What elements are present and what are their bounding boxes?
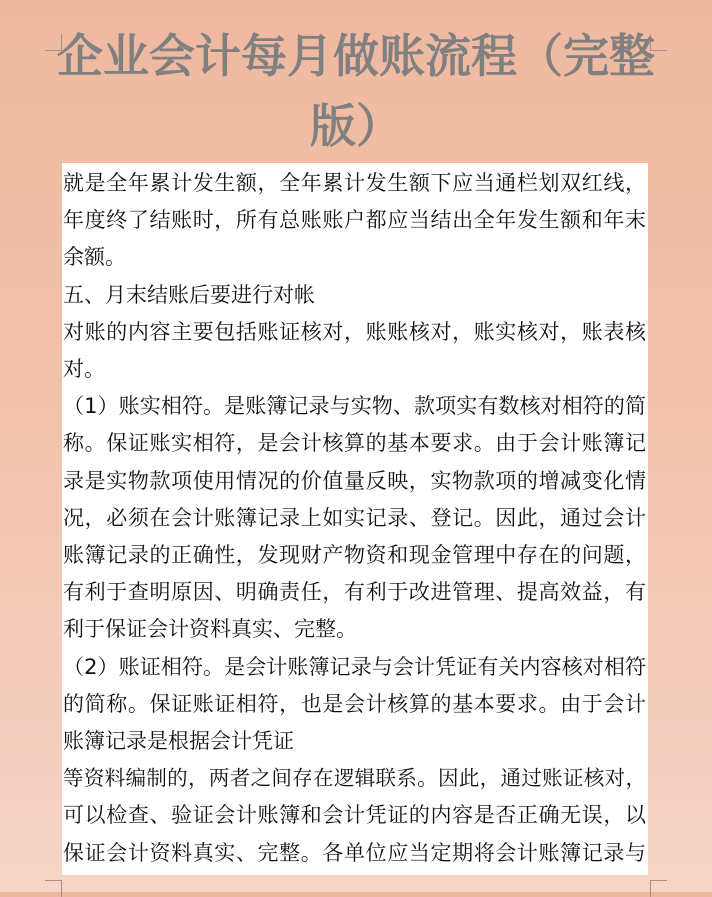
document-page xyxy=(62,163,648,875)
body-text-line: 可以检查、验证会计账簿和会计凭证的内容是否正确无误，以 xyxy=(63,803,646,828)
body-text-line: 利于保证会计资料真实、完整。 xyxy=(63,617,357,642)
page-corner-mark xyxy=(650,880,667,897)
body-text-line: 对账的内容主要包括账证核对，账账核对，账实核对，账表核 xyxy=(63,319,646,344)
body-text-line: （2）账证相符。是会计账簿记录与会计凭证有关内容核对相符 xyxy=(63,654,646,679)
body-text-line: 余额。 xyxy=(63,245,126,270)
body-text-line: 有利于查明原因、明确责任，有利于改进管理、提高效益，有 xyxy=(63,580,646,605)
body-text-line: 称。保证账实相符，是会计核算的基本要求。由于会计账簿记 xyxy=(63,431,646,456)
body-text-line: 年度终了结账时，所有总账账户都应当结出全年发生额和年末 xyxy=(63,208,646,233)
body-text-line: （1）账实相符。是账簿记录与实物、款项实有数核对相符的简 xyxy=(63,394,646,419)
document-title-line-2: 版） xyxy=(310,99,402,153)
body-text-line: 保证会计资料真实、完整。各单位应当定期将会计账簿记录与 xyxy=(63,840,646,865)
body-text-line: 账簿记录的正确性，发现财产物资和现金管理中存在的问题， xyxy=(63,543,646,567)
document-title-line-1: 企业会计每月做账流程（完整 xyxy=(57,29,655,83)
body-text-line: 况，必须在会计账簿记录上如实记录、登记。因此，通过会计 xyxy=(63,505,646,530)
body-text-line: 等资料编制的，两者之间存在逻辑联系。因此，通过账证核对， xyxy=(63,766,646,791)
body-text-line: 录是实物款项使用情况的价值量反映，实物款项的增减变化情 xyxy=(63,468,646,493)
body-text-line: 的简称。保证账证相符，也是会计核算的基本要求。由于会计 xyxy=(63,691,646,716)
body-text-line: 账簿记录是根据会计凭证 xyxy=(63,729,294,753)
body-text-line: 五、月末结账后要进行对帐 xyxy=(63,282,315,307)
page-corner-mark xyxy=(45,880,62,897)
body-text-line: 就是全年累计发生额，全年累计发生额下应当通栏划双红线， xyxy=(63,171,646,195)
body-text-line: 对。 xyxy=(63,357,105,381)
